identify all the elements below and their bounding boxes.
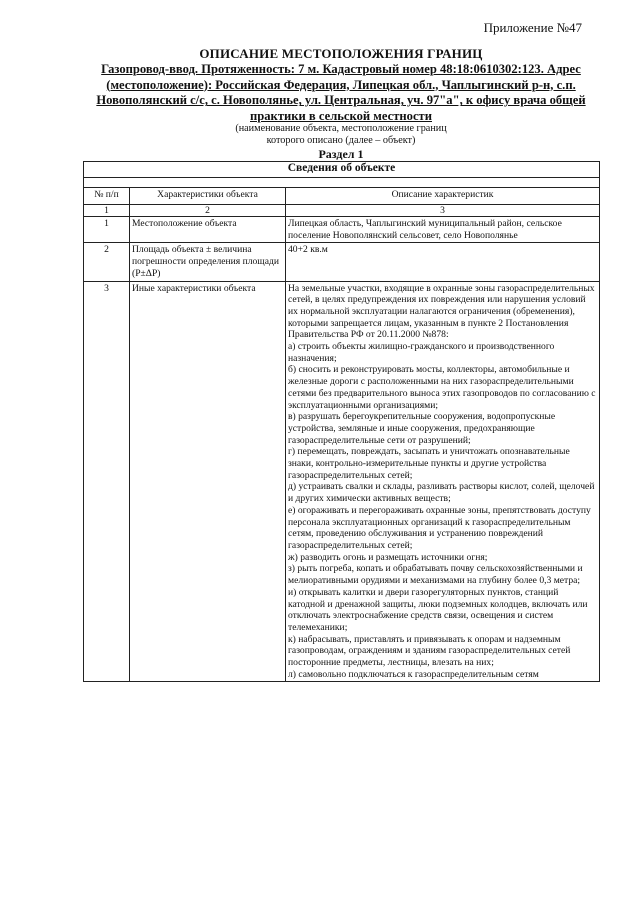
document-title bbox=[84, 46, 598, 126]
row-characteristic: Иные характеристики объекта bbox=[130, 281, 286, 682]
restriction-item: д) устраивать свалки и склады, разливать растворы кислот, солей, щелочей и других химически активных веществ; bbox=[288, 481, 595, 505]
column-number-3: 3 bbox=[286, 205, 600, 217]
row-description bbox=[286, 281, 600, 682]
note-line-2: которого описано (далее – объект) bbox=[266, 135, 416, 146]
row-characteristic: Местоположение объекта bbox=[130, 217, 286, 243]
row-number: 1 bbox=[84, 217, 130, 243]
title-object-description bbox=[84, 62, 598, 126]
header-description: Описание характеристик bbox=[286, 188, 600, 205]
row-number: 3 bbox=[84, 281, 130, 682]
restriction-item: з) рыть погреба, копать и обрабатывать почву сельскохозяйственными и мелиоративными орудиями и механизмами на глубину более 0,3 метра; bbox=[288, 563, 583, 587]
column-number-2: 2 bbox=[130, 205, 286, 217]
table-spacer-row bbox=[84, 178, 600, 188]
restriction-item: в) разрушать берегоукрепительные сооружения, водопропускные устройства, земляные и иные сооружения, предохраняющие газораспределительные сети от разрушений; bbox=[288, 411, 556, 446]
column-number-1: 1 bbox=[84, 205, 130, 217]
table-row bbox=[84, 281, 600, 682]
restriction-item: г) перемещать, повреждать, засыпать и уничтожать опознавательные знаки, контрольно-измерительные пункты и другие устройства газораспределительных сетей; bbox=[288, 446, 570, 481]
section-heading: Раздел 1 bbox=[318, 147, 364, 161]
appendix-number: Приложение №47 bbox=[483, 20, 582, 35]
row-number: 2 bbox=[84, 243, 130, 281]
row-description: Липецкая область, Чаплыгинский муниципальный район, сельское поселение Новополянский сельсовет, село Новополянье bbox=[286, 217, 600, 243]
restriction-item: к) набрасывать, приставлять и привязывать к опорам и надземным газопроводам, ограждениям и зданиям газораспределительных сетей посторонние предметы, лестницы, влезать на них; bbox=[288, 633, 571, 669]
object-info-table bbox=[83, 161, 600, 682]
restriction-item: л) самовольно подключаться к газораспределительным сетям bbox=[288, 668, 539, 680]
title-object-text: Газопровод-ввод. Протяженность: 7 м. Кадастровый номер 48:18:0610302:123. Адрес (местоположение): Российская Федерация, Липецкая обл., Чаплыгинский р-н, с.п. Новополянский с/с, с. Новополянье, ул. Центральная, уч. 97"а", к офису врача общей практики в сельской местности bbox=[96, 61, 586, 124]
note-line-1: (наименование объекта, местоположение границ bbox=[235, 123, 447, 134]
title-caption-note bbox=[84, 123, 598, 147]
table-row bbox=[84, 217, 600, 243]
table-row bbox=[84, 243, 600, 281]
restriction-item: ж) разводить огонь и размещать источники огня; bbox=[288, 551, 488, 563]
restriction-item: е) огораживать и перегораживать охранные зоны, препятствовать доступу персонала эксплуатационных организаций к газораспределительным сетям, проведению обслуживания и устранению повреждений газораспределительных сетей; bbox=[288, 504, 591, 551]
header-number: № п/п bbox=[84, 188, 130, 205]
table-header-row bbox=[84, 188, 600, 205]
row-description: 40+2 кв.м bbox=[286, 243, 600, 281]
table-caption-row bbox=[84, 162, 600, 178]
header-characteristic: Характеристики объекта bbox=[130, 188, 286, 205]
table-caption: Сведения об объекте bbox=[84, 162, 600, 178]
restriction-item: б) сносить и реконструировать мосты, коллекторы, автомобильные и железные дороги с расположенными на них газораспределительными сетями без предварительного выноса этих газопроводов по согласованию с эксплуатационными организациями; bbox=[288, 364, 596, 411]
restriction-item: а) строить объекты жилищно-гражданского и производственного назначения; bbox=[288, 341, 555, 364]
restriction-item: и) открывать калитки и двери газорегуляторных пунктов, станций катодной и дренажной защиты, люки подземных колодцев, включать или отключать электроснабжение средств связи, освещения и систем телемеханики; bbox=[288, 586, 588, 633]
title-main: ОПИСАНИЕ МЕСТОПОЛОЖЕНИЯ ГРАНИЦ bbox=[199, 46, 483, 61]
table-spacer-cell bbox=[84, 178, 600, 188]
table-column-numbers-row bbox=[84, 205, 600, 217]
row-characteristic: Площадь объекта ± величина погрешности определения площади (P±ΔP) bbox=[130, 243, 286, 281]
restriction-intro: На земельные участки, входящие в охранные зоны газораспределительных сетей, в целях предупреждения их повреждения или нарушения условий их нормальной эксплуатации налагаются ограничения (обременения), которыми запрещается лицам, указанным в пункте 2 Постановления Правительства РФ от 20.11.2000 №878: bbox=[288, 282, 595, 341]
